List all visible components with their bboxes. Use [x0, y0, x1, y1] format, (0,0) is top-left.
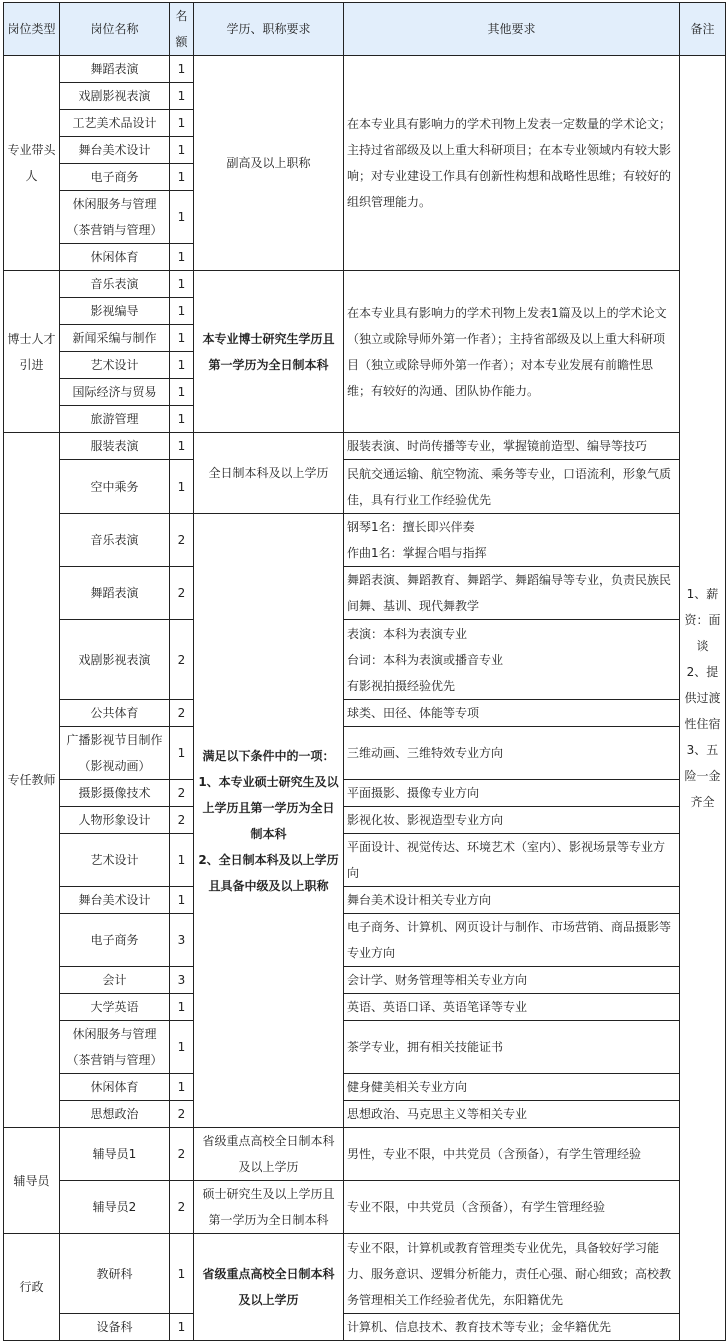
- table-row: [4, 887, 726, 914]
- cell-type: 行政: [4, 1234, 60, 1341]
- cell-other: 茶学专业，拥有相关技能证书: [344, 1021, 680, 1074]
- cell-name: 新闻采编与制作: [60, 325, 170, 352]
- header-name: 岗位名称: [60, 3, 170, 56]
- table-row: [4, 1128, 726, 1181]
- cell-name: 影视编导: [60, 298, 170, 325]
- recruitment-table: [3, 2, 726, 1341]
- cell-count: 2: [170, 1101, 194, 1128]
- header-other: 其他要求: [344, 3, 680, 56]
- cell-other: 会计学、财务管理等相关专业方向: [344, 967, 680, 994]
- cell-other: 在本专业具有影响力的学术刊物上发表1篇及以上的学术论文（独立或除导师外第一作者）；主持省部级及以上重大科研项目（独立或除导师外第一作者）；对本专业发展有前瞻性思维；有较好的沟通、团队协作能力。: [344, 271, 680, 433]
- cell-count: 1: [170, 887, 194, 914]
- cell-name: 思想政治: [60, 1101, 170, 1128]
- cell-count: 1: [170, 110, 194, 137]
- cell-other: 男性，专业不限，中共党员（含预备），有学生管理经验: [344, 1128, 680, 1181]
- cell-count: 2: [170, 1128, 194, 1181]
- header-edu: 学历、职称要求: [194, 3, 344, 56]
- cell-name: 工艺美术品设计: [60, 110, 170, 137]
- cell-count: 3: [170, 914, 194, 967]
- cell-other: 英语、英语口译、英语笔译等专业: [344, 994, 680, 1021]
- table-row: [4, 780, 726, 807]
- table-row: [4, 1021, 726, 1074]
- cell-name: 休闲体育: [60, 244, 170, 271]
- cell-other: 表演：本科为表演专业 台词：本科为表演或播音专业 有影视拍摄经验优先: [344, 620, 680, 700]
- cell-count: 1: [170, 244, 194, 271]
- cell-name: 辅导员2: [60, 1181, 170, 1234]
- cell-count: 1: [170, 834, 194, 887]
- table-row: [4, 514, 726, 567]
- cell-other: 电子商务、计算机、网页设计与制作、市场营销、商品摄影等专业方向: [344, 914, 680, 967]
- cell-edu: 全日制本科及以上学历: [194, 433, 344, 514]
- table-row: [4, 620, 726, 700]
- table-row: [4, 914, 726, 967]
- table-row: [4, 1074, 726, 1101]
- cell-name: 辅导员1: [60, 1128, 170, 1181]
- cell-name: 舞蹈表演: [60, 567, 170, 620]
- cell-name: 人物形象设计: [60, 807, 170, 834]
- header-type: 岗位类型: [4, 3, 60, 56]
- cell-name: 休闲服务与管理（茶营销与管理）: [60, 191, 170, 244]
- cell-count: 1: [170, 191, 194, 244]
- table-row: [4, 967, 726, 994]
- cell-edu: 省级重点高校全日制本科及以上学历: [194, 1128, 344, 1181]
- cell-count: 1: [170, 727, 194, 780]
- table-row: [4, 1181, 726, 1234]
- cell-name: 公共体育: [60, 700, 170, 727]
- table-row: [4, 271, 726, 298]
- cell-count: 1: [170, 83, 194, 110]
- cell-name: 音乐表演: [60, 514, 170, 567]
- cell-name: 国际经济与贸易: [60, 379, 170, 406]
- cell-name: 艺术设计: [60, 834, 170, 887]
- cell-other: 球类、田径、体能等专项: [344, 700, 680, 727]
- cell-type: 辅导员: [4, 1128, 60, 1234]
- cell-other: 舞蹈表演、舞蹈教育、舞蹈学、舞蹈编导等专业，负责民族民间舞、基训、现代舞教学: [344, 567, 680, 620]
- table-row: [4, 727, 726, 780]
- table-row: [4, 567, 726, 620]
- cell-count: 1: [170, 379, 194, 406]
- cell-count: 2: [170, 1181, 194, 1234]
- cell-name: 电子商务: [60, 914, 170, 967]
- cell-name: 旅游管理: [60, 406, 170, 433]
- header-row: [4, 3, 726, 56]
- cell-name: 大学英语: [60, 994, 170, 1021]
- cell-other: 民航交通运输、航空物流、乘务等专业，口语流利，形象气质佳，具有行业工作经验优先: [344, 460, 680, 514]
- cell-count: 1: [170, 406, 194, 433]
- cell-edu: 副高及以上职称: [194, 56, 344, 271]
- cell-count: 3: [170, 967, 194, 994]
- cell-count: 1: [170, 433, 194, 460]
- cell-name: 音乐表演: [60, 271, 170, 298]
- cell-count: 2: [170, 567, 194, 620]
- cell-edu: 满足以下条件中的一项：1、本专业硕士研究生及以上学历且第一学历为全日制本科 2、全日制本科及以上学历且具备中级及以上职称: [194, 514, 344, 1128]
- table-row: [4, 807, 726, 834]
- cell-name: 戏剧影视表演: [60, 83, 170, 110]
- cell-count: 1: [170, 352, 194, 379]
- cell-count: 1: [170, 271, 194, 298]
- table-row: [4, 1101, 726, 1128]
- cell-name: 服装表演: [60, 433, 170, 460]
- cell-name: 空中乘务: [60, 460, 170, 514]
- cell-name: 设备科: [60, 1314, 170, 1341]
- table-row: [4, 700, 726, 727]
- cell-count: 1: [170, 1021, 194, 1074]
- cell-other: 三维动画、三维特效专业方向: [344, 727, 680, 780]
- cell-edu: 硕士研究生及以上学历且第一学历为全日制本科: [194, 1181, 344, 1234]
- header-note: 备注: [680, 3, 726, 56]
- cell-name: 休闲体育: [60, 1074, 170, 1101]
- cell-name: 休闲服务与管理（茶营销与管理）: [60, 1021, 170, 1074]
- cell-other: 平面摄影、摄像专业方向: [344, 780, 680, 807]
- cell-count: 1: [170, 325, 194, 352]
- cell-count: 1: [170, 460, 194, 514]
- cell-count: 1: [170, 298, 194, 325]
- cell-other: 思想政治、马克思主义等相关专业: [344, 1101, 680, 1128]
- cell-type: 专业带头人: [4, 56, 60, 271]
- table-row: [4, 433, 726, 460]
- cell-type: 博士人才引进: [4, 271, 60, 433]
- cell-name: 舞台美术设计: [60, 887, 170, 914]
- header-count: 名额: [170, 3, 194, 56]
- cell-name: 教研科: [60, 1234, 170, 1314]
- cell-name: 会计: [60, 967, 170, 994]
- cell-count: 1: [170, 994, 194, 1021]
- cell-other: 在本专业具有影响力的学术刊物上发表一定数量的学术论文；主持过省部级及以上重大科研项目；在本专业领域内有较大影响；对专业建设工作具有创新性构想和战略性思维；有较好的组织管理能力。: [344, 56, 680, 271]
- cell-count: 2: [170, 780, 194, 807]
- cell-name: 戏剧影视表演: [60, 620, 170, 700]
- cell-count: 1: [170, 1314, 194, 1341]
- table-row: [4, 834, 726, 887]
- cell-other: 健身健美相关专业方向: [344, 1074, 680, 1101]
- table-row: [4, 994, 726, 1021]
- cell-count: 1: [170, 1074, 194, 1101]
- cell-count: 1: [170, 164, 194, 191]
- cell-count: 2: [170, 514, 194, 567]
- table-row: [4, 460, 726, 514]
- cell-name: 电子商务: [60, 164, 170, 191]
- cell-other: 影视化妆、影视造型专业方向: [344, 807, 680, 834]
- cell-count: 1: [170, 56, 194, 83]
- cell-name: 摄影摄像技术: [60, 780, 170, 807]
- cell-type: 专任教师: [4, 433, 60, 1128]
- cell-count: 2: [170, 807, 194, 834]
- cell-edu: 省级重点高校全日制本科及以上学历: [194, 1234, 344, 1341]
- cell-other: 钢琴1名：擅长即兴伴奏 作曲1名：掌握合唱与指挥: [344, 514, 680, 567]
- cell-other: 计算机、信息技术、教育技术等专业；金华籍优先: [344, 1314, 680, 1341]
- cell-edu: 本专业博士研究生学历且第一学历为全日制本科: [194, 271, 344, 433]
- cell-other: 服装表演、时尚传播等专业，掌握镜前造型、编导等技巧: [344, 433, 680, 460]
- cell-count: 1: [170, 137, 194, 164]
- cell-other: 平面设计、视觉传达、环境艺术（室内）、影视场景等专业方向: [344, 834, 680, 887]
- cell-note: 1、薪资：面谈 2、提供过渡性住宿 3、五险一金齐全: [680, 56, 726, 1341]
- cell-name: 舞蹈表演: [60, 56, 170, 83]
- cell-count: 2: [170, 700, 194, 727]
- cell-name: 舞台美术设计: [60, 137, 170, 164]
- cell-name: 广播影视节目制作（影视动画）: [60, 727, 170, 780]
- cell-other: 舞台美术设计相关专业方向: [344, 887, 680, 914]
- table-row: [4, 56, 726, 83]
- cell-other: 专业不限，中共党员（含预备），有学生管理经验: [344, 1181, 680, 1234]
- cell-name: 艺术设计: [60, 352, 170, 379]
- table-row: [4, 1234, 726, 1314]
- cell-other: 专业不限，计算机或教育管理类专业优先，具备较好学习能力、服务意识、逻辑分析能力，责任心强、耐心细致；高校教务管理相关工作经验者优先，东阳籍优先: [344, 1234, 680, 1314]
- cell-count: 1: [170, 1234, 194, 1314]
- cell-count: 2: [170, 620, 194, 700]
